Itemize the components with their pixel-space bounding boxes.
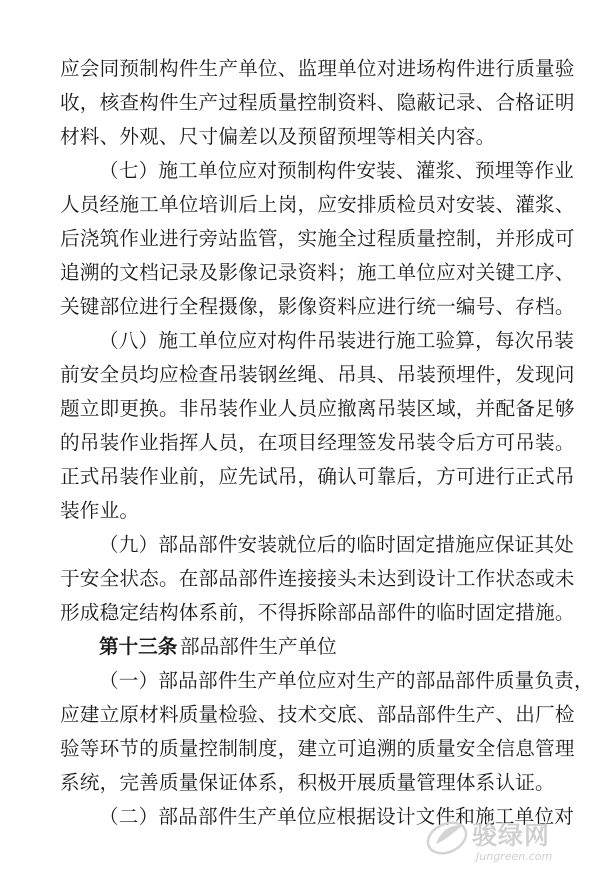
text-line: 装作业。 bbox=[60, 499, 140, 522]
text-line: 形成稳定结构体系前，不得拆除部品部件的临时固定措施。 bbox=[60, 601, 575, 624]
text-line: 应会同预制构件生产单位、监理单位对进场构件进行质量验 bbox=[60, 57, 575, 80]
text-line: 前安全员均应检查吊装钢丝绳、吊具、吊装预埋件，发现问 bbox=[60, 363, 575, 386]
text-line: 系统，完善质量保证体系，积极开展质量管理体系认证。 bbox=[60, 771, 555, 794]
text-line: 追溯的文档记录及影像记录资料；施工单位应对关键工序、 bbox=[60, 261, 575, 284]
text-line: 收，核查构件生产过程质量控制资料、隐蔽记录、合格证明 bbox=[60, 91, 575, 114]
text-line: 题立即更换。非吊装作业人员应撤离吊装区域，并配备足够 bbox=[60, 397, 575, 420]
text-line: 材料、外观、尺寸偏差以及预留预埋等相关内容。 bbox=[60, 125, 496, 148]
text-line: 于安全状态。在部品部件连接接头未达到设计工作状态或未 bbox=[60, 567, 575, 590]
article-number: 第十三条 bbox=[99, 635, 178, 658]
text-line: 关键部位进行全程摄像，影像资料应进行统一编号、存档。 bbox=[60, 295, 575, 318]
text-line: 的吊装作业指挥人员，在项目经理签发吊装令后方可吊装。 bbox=[60, 431, 575, 454]
text-line: 后浇筑作业进行旁站监管，实施全过程质量控制，并形成可 bbox=[60, 227, 575, 250]
paragraph-start-line: （七）施工单位应对预制构件安装、灌浆、预埋等作业 bbox=[99, 159, 575, 182]
text-line: 正式吊装作业前，应先试吊，确认可靠后，方可进行正式吊 bbox=[60, 465, 575, 488]
text-line: 人员经施工单位培训后上岗，应安排质检员对安装、灌浆、 bbox=[60, 193, 575, 216]
watermark bbox=[424, 812, 564, 870]
paragraph-start-line: （二）部品部件生产单位应根据设计文件和施工单位对 bbox=[99, 805, 575, 828]
text-line: 验等环节的质量控制制度，建立可追溯的质量安全信息管理 bbox=[60, 737, 575, 760]
paragraph-start-line: （一）部品部件生产单位应对生产的部品部件质量负责， bbox=[99, 669, 594, 692]
paragraph-start-line: （八）施工单位应对构件吊装进行施工验算，每次吊装 bbox=[99, 329, 575, 352]
leaf-swirl-logo-icon bbox=[424, 814, 470, 860]
watermark-url: Jungreen.com bbox=[476, 850, 553, 863]
text-line: 应建立原材料质量检验、技术交底、部品部件生产、出厂检 bbox=[60, 703, 575, 726]
article-title: 部品部件生产单位 bbox=[180, 635, 337, 658]
watermark-name: 骏绿网 bbox=[472, 821, 551, 850]
paragraph-start-line: （九）部品部件安装就位后的临时固定措施应保证其处 bbox=[99, 533, 575, 556]
